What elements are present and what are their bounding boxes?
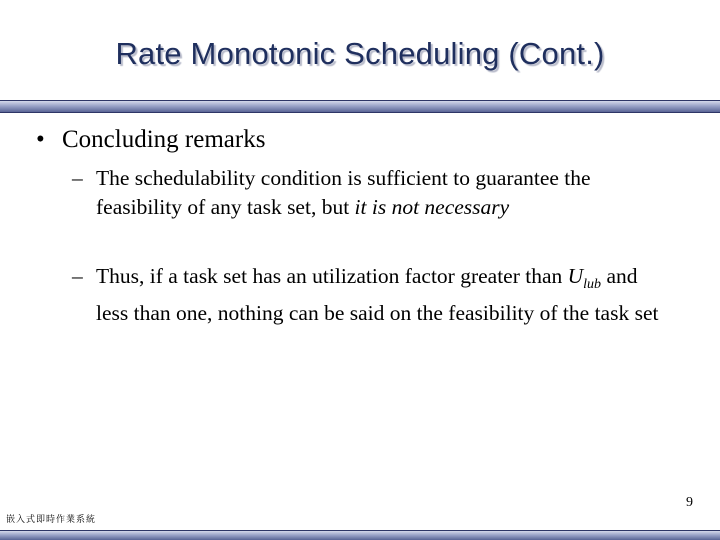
page-number: 9 [686,495,693,510]
sub-item-dash: – [72,264,83,288]
footer-bar [0,530,720,540]
sub-item-text: The schedulability condition is sufficient to guarantee the feasibility of any task set, but [96,166,591,219]
utilization-subscript: lub [583,277,602,292]
sub-item-dash: – [72,166,83,190]
sub-item-sufficient-condition [72,164,672,222]
main-bullet-text: Concluding remarks [62,126,266,153]
sub-item-text-before: Thus, if a task set has an utilization factor greater than [96,264,568,288]
main-bullet [36,126,265,154]
sub-item-utilization-factor [72,262,672,328]
sub-item-text-after: and less than one, nothing can be said on the feasibility of the task set [96,264,659,325]
sub-item-body [72,164,672,222]
sub-item-body [72,262,672,328]
sub-item-italic-text: it is not necessary [354,195,510,219]
title-divider-bar [0,100,720,113]
slide-title: Rate Monotonic Scheduling (Cont.) [115,36,605,71]
footer-text: 嵌入式即時作業系統 [6,515,97,525]
bullet-symbol: • [36,126,45,153]
utilization-variable: U [567,264,584,288]
